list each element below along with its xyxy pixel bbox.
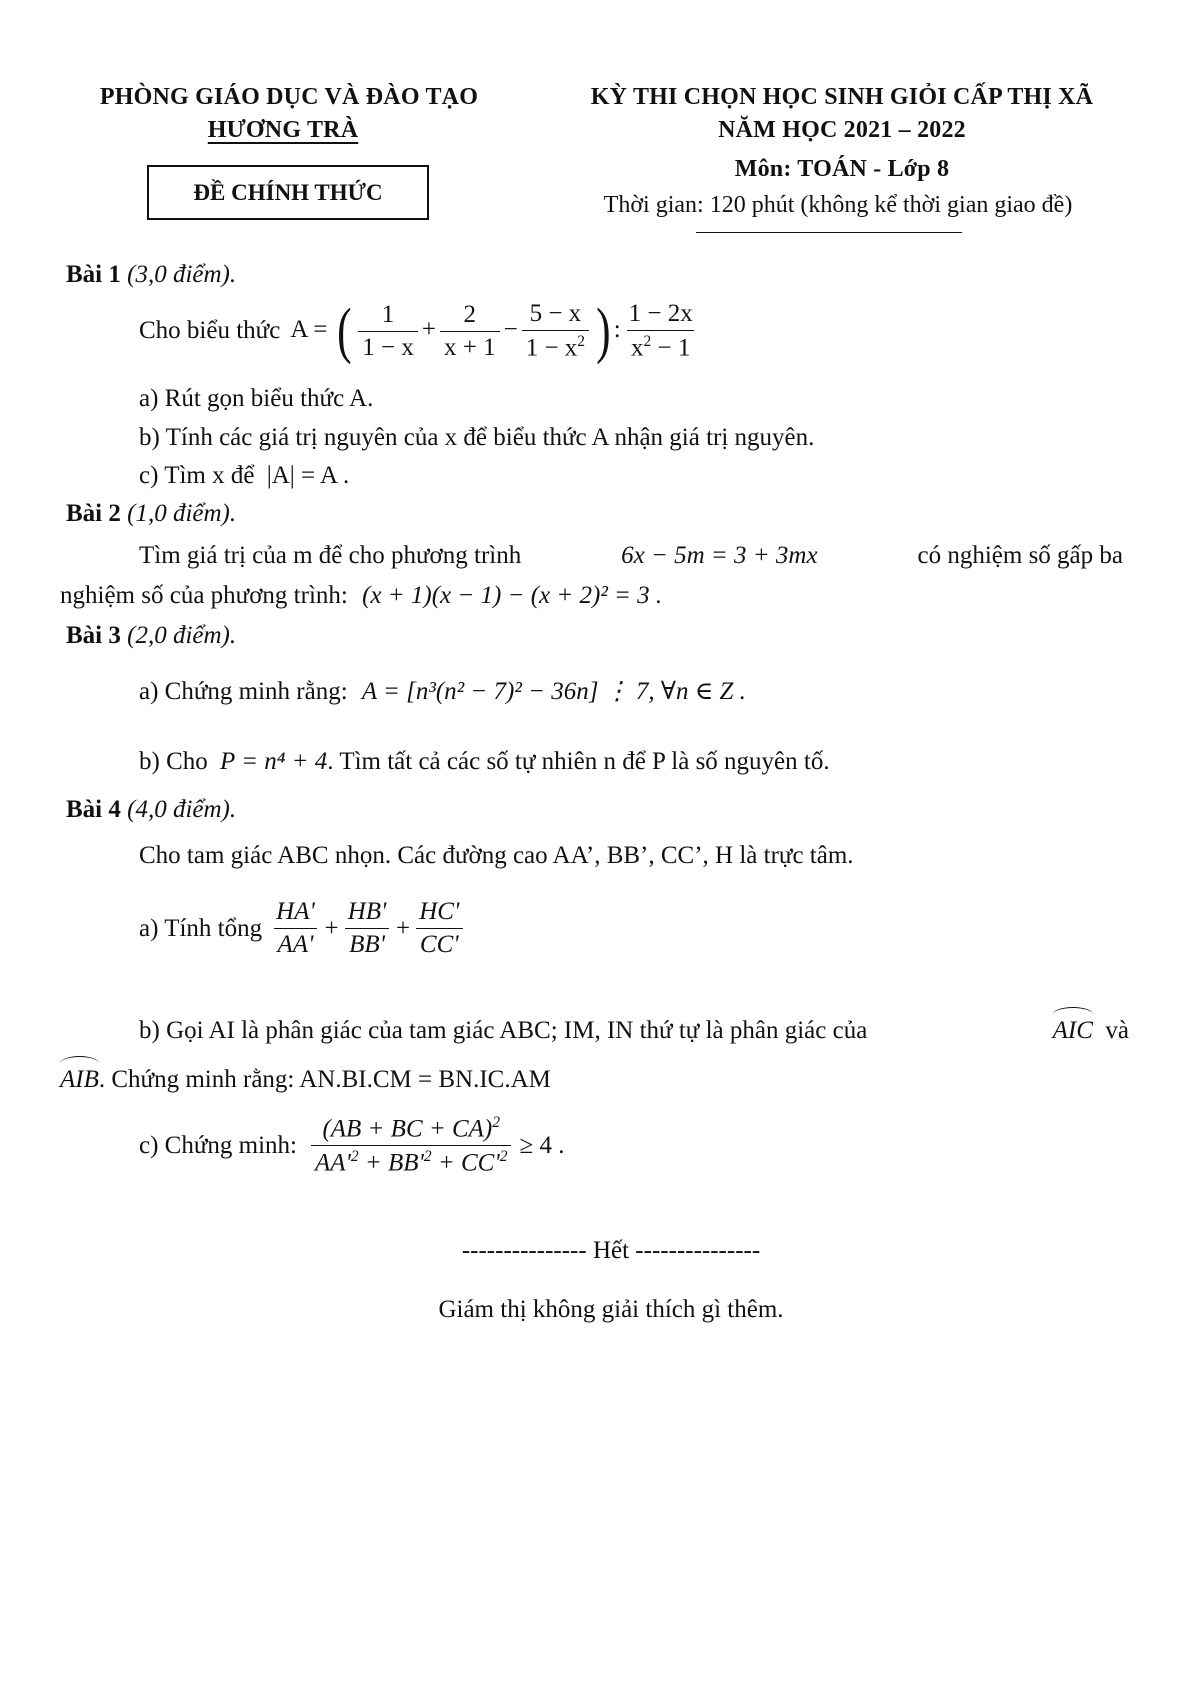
problem-4-and: và bbox=[1105, 1017, 1129, 1044]
problem-2-equation-2: (x + 1)(x − 1) − (x + 2)² = 3 . bbox=[362, 582, 663, 609]
problem-1-title: Bài 1 bbox=[66, 261, 121, 288]
angle-aic: AIC bbox=[1052, 1017, 1093, 1044]
problem-4-part-b-text-2: . Chứng minh rằng: AN.BI.CM = BN.IC.AM bbox=[98, 1066, 551, 1093]
problem-2-text-end: có nghiệm số gấp ba bbox=[917, 542, 1123, 569]
problem-2-text-2: nghiệm số của phương trình: bbox=[60, 582, 348, 609]
department-name: PHÒNG GIÁO DỤC VÀ ĐÀO TẠO bbox=[99, 84, 479, 110]
problem-4-part-b-line-1 bbox=[139, 1017, 1129, 1045]
problem-4-part-c bbox=[139, 1114, 564, 1178]
problem-3-part-b-text-2: . Tìm tất cả các số tự nhiên n để P là số nguyên tố. bbox=[327, 748, 830, 775]
problem-1-expression-line bbox=[139, 297, 701, 366]
problem-4-sum-expression: $\frac{HA'}{AA'}$ + $\frac{HB'}{BB'}$ + $\frac{HC'}{CC'}$ bbox=[268, 898, 467, 959]
problem-4-part-a-text: a) Tính tổng bbox=[139, 914, 263, 942]
problem-2-text-start: Tìm giá trị của m để cho phương trình bbox=[139, 542, 522, 569]
problem-1-part-c-text: c) Tìm x để bbox=[139, 462, 255, 489]
problem-1-heading bbox=[66, 261, 236, 289]
time-value: 120 phút (không kể thời gian giao đề) bbox=[709, 192, 1073, 218]
exam-title: KỲ THI CHỌN HỌC SINH GIỎI CẤP THỊ XÃ bbox=[590, 84, 1094, 110]
problem-3-heading bbox=[66, 622, 236, 650]
official-exam-box bbox=[147, 165, 429, 220]
problem-2-line-1 bbox=[139, 542, 1123, 570]
problem-4-part-c-text: c) Chứng minh: bbox=[139, 1131, 297, 1159]
district-name: HƯƠNG TRÀ bbox=[207, 117, 359, 143]
problem-1-intro: Cho biểu thức bbox=[139, 317, 281, 345]
end-marker: --------------- Hết --------------- bbox=[461, 1237, 761, 1264]
problem-4-points: (4,0 điểm). bbox=[127, 796, 237, 823]
problem-3-part-a-text: a) Chứng minh rằng: bbox=[139, 678, 348, 705]
proctor-note: Giám thị không giải thích gì thêm. bbox=[438, 1296, 784, 1323]
problem-2-heading bbox=[66, 500, 236, 528]
problem-4-intro: Cho tam giác ABC nhọn. Các đường cao AA’, BB’, CC’, H là trực tâm. bbox=[139, 842, 854, 869]
problem-2-equation-1: 6x − 5m = 3 + 3mx bbox=[621, 542, 818, 569]
problem-1-part-a: a) Rút gọn biểu thức A. bbox=[139, 385, 374, 412]
problem-1-points: (3,0 điểm). bbox=[127, 261, 237, 288]
problem-4-heading bbox=[66, 796, 236, 824]
problem-3-part-a-expr: A = [n³(n² − 7)² − 36n] ⋮ 7, ∀n ∈ Z . bbox=[361, 678, 746, 705]
problem-4-title: Bài 4 bbox=[66, 796, 121, 823]
official-exam-label: ĐỀ CHÍNH THỨC bbox=[193, 179, 383, 205]
problem-4-part-a bbox=[139, 898, 467, 959]
problem-1-part-c bbox=[139, 462, 349, 490]
problem-1-part-c-expr: |A| = A . bbox=[266, 462, 350, 489]
problem-3-part-a bbox=[139, 676, 746, 706]
header-divider bbox=[696, 232, 962, 233]
problem-3-part-b-text-1: b) Cho bbox=[139, 748, 208, 775]
expression-A: A = ( $\frac{1}{1 - x}$ + $\frac{2}{x + 1}$ − $\frac{5 - x}{1 - x^2}$ ) : $\frac{1 - 2x}{x^2 - 1}$ bbox=[290, 297, 693, 366]
problem-4-part-b-text: b) Gọi AI là phân giác của tam giác ABC; IM, IN thứ tự là phân giác của bbox=[139, 1017, 868, 1044]
subject-grade: Môn: TOÁN - Lớp 8 bbox=[734, 156, 950, 182]
problem-4-inequality: $\frac{(AB + BC + CA)^2}{AA'^2 + BB'^2 + CC'^2}$ ≥ 4 . bbox=[307, 1114, 564, 1178]
time-label: Thời gian: bbox=[603, 192, 710, 218]
problem-2-line-2 bbox=[60, 582, 662, 610]
school-year: NĂM HỌC 2021 – 2022 bbox=[718, 117, 966, 143]
problem-1-part-b: b) Tính các giá trị nguyên của x để biểu thức A nhận giá trị nguyên. bbox=[139, 424, 815, 451]
problem-3-part-b-expr: P = n⁴ + 4 bbox=[220, 748, 328, 775]
inequality-rhs: ≥ 4 . bbox=[519, 1131, 565, 1159]
problem-2-points: (1,0 điểm). bbox=[127, 500, 237, 527]
problem-4-part-b-line-2 bbox=[60, 1066, 551, 1094]
problem-3-part-b bbox=[139, 748, 830, 776]
problem-2-title: Bài 2 bbox=[66, 500, 121, 527]
time-limit bbox=[604, 192, 1073, 219]
problem-3-points: (2,0 điểm). bbox=[127, 622, 237, 649]
angle-aib: AIB bbox=[60, 1066, 99, 1093]
problem-3-title: Bài 3 bbox=[66, 622, 121, 649]
